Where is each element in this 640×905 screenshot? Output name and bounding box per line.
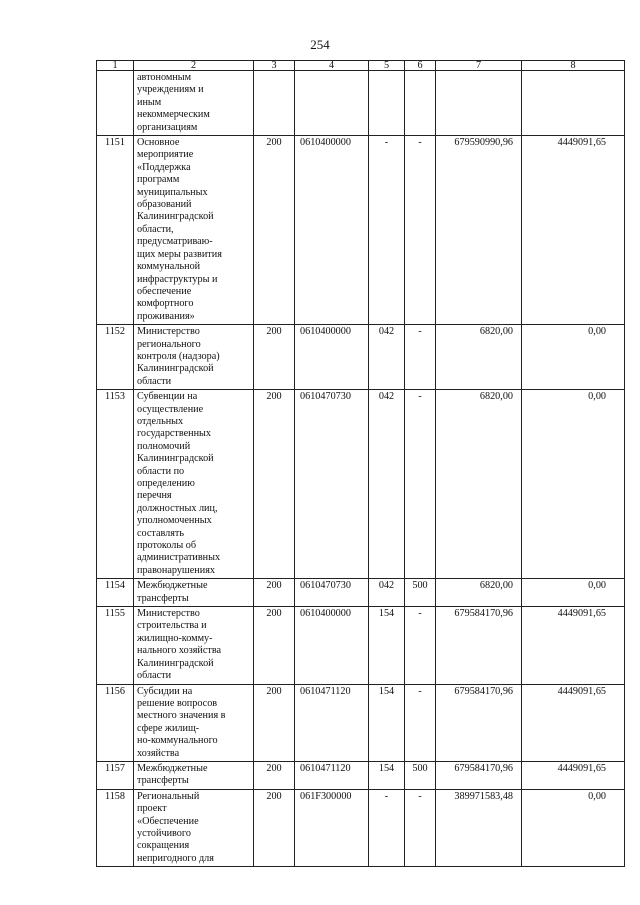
row-amount-8: 4449091,65	[522, 136, 625, 325]
row-col-6: 500	[405, 761, 436, 789]
row-name: Министерство строительства и жилищно-комму- нального хозяйства Калининградской области	[134, 607, 254, 684]
row-name: Субсидии на решение вопросов местного значения в сфере жилищ- но-коммунального хозяйства	[134, 684, 254, 761]
budget-table	[96, 60, 625, 867]
row-number: 1154	[97, 579, 134, 607]
row-name: Региональный проект «Обеспечение устойчивого сокращения непригодного для	[134, 789, 254, 866]
row-number: 1155	[97, 607, 134, 684]
row-number: 1153	[97, 390, 134, 579]
row-col-3: 200	[254, 390, 295, 579]
row-name: автономным учреждениям и иным некоммерческим организациям	[134, 71, 254, 136]
row-amount-7: 679584170,96	[436, 761, 522, 789]
row-amount-7: 679590990,96	[436, 136, 522, 325]
row-amount-7: 389971583,48	[436, 789, 522, 866]
header-col-1: 1	[97, 61, 134, 71]
row-number: 1151	[97, 136, 134, 325]
row-code: 0610470730	[295, 579, 369, 607]
row-number: 1156	[97, 684, 134, 761]
header-row	[97, 61, 625, 71]
row-code: 061F300000	[295, 789, 369, 866]
row-amount-8: 4449091,65	[522, 761, 625, 789]
row-col-5: -	[369, 136, 405, 325]
row-code: 0610471120	[295, 684, 369, 761]
row-col-5: 154	[369, 607, 405, 684]
row-col-6: -	[405, 325, 436, 390]
row-col-6: -	[405, 789, 436, 866]
row-amount-8: 0,00	[522, 789, 625, 866]
row-code: 0610400000	[295, 136, 369, 325]
header-col-5: 5	[369, 61, 405, 71]
row-col-6: 500	[405, 579, 436, 607]
row-col-3: 200	[254, 684, 295, 761]
row-col-5: 042	[369, 390, 405, 579]
row-code: 0610470730	[295, 390, 369, 579]
row-amount-8: 0,00	[522, 390, 625, 579]
row-amount-7: 679584170,96	[436, 607, 522, 684]
row-col-5: 154	[369, 761, 405, 789]
table-row	[97, 789, 625, 866]
row-col-5	[369, 71, 405, 136]
row-col-3: 200	[254, 761, 295, 789]
row-col-5: 154	[369, 684, 405, 761]
header-col-6: 6	[405, 61, 436, 71]
row-number	[97, 71, 134, 136]
row-name: Субвенции на осуществление отдельных государственных полномочий Калининградской области по определению перечня должностных лиц, уполномоченных составлять протоколы об административных правонарушениях	[134, 390, 254, 579]
row-col-3: 200	[254, 789, 295, 866]
row-name: Министерство регионального контроля (надзора) Калининградской области	[134, 325, 254, 390]
row-col-3: 200	[254, 325, 295, 390]
row-col-3: 200	[254, 136, 295, 325]
page-number: 254	[310, 37, 330, 52]
row-col-3	[254, 71, 295, 136]
table-row	[97, 71, 625, 136]
row-code: 0610471120	[295, 761, 369, 789]
row-col-6: -	[405, 607, 436, 684]
header-col-7: 7	[436, 61, 522, 71]
row-col-5: -	[369, 789, 405, 866]
row-code: 0610400000	[295, 325, 369, 390]
row-amount-7: 6820,00	[436, 390, 522, 579]
header-col-8: 8	[522, 61, 625, 71]
table-row	[97, 607, 625, 684]
row-col-6: -	[405, 390, 436, 579]
row-name: Межбюджетные трансферты	[134, 579, 254, 607]
row-amount-8: 0,00	[522, 325, 625, 390]
row-amount-8: 0,00	[522, 579, 625, 607]
row-amount-7: 679584170,96	[436, 684, 522, 761]
table-row	[97, 390, 625, 579]
row-amount-7: 6820,00	[436, 579, 522, 607]
row-col-6: -	[405, 136, 436, 325]
header-col-4: 4	[295, 61, 369, 71]
row-col-3: 200	[254, 607, 295, 684]
row-amount-8: 4449091,65	[522, 684, 625, 761]
row-number: 1158	[97, 789, 134, 866]
row-col-6	[405, 71, 436, 136]
row-number: 1157	[97, 761, 134, 789]
header-col-2: 2	[134, 61, 254, 71]
table-row	[97, 761, 625, 789]
row-col-5: 042	[369, 579, 405, 607]
table-row	[97, 325, 625, 390]
row-col-3: 200	[254, 579, 295, 607]
row-code: 0610400000	[295, 607, 369, 684]
table-row	[97, 684, 625, 761]
row-amount-7: 6820,00	[436, 325, 522, 390]
table-row	[97, 136, 625, 325]
table-row	[97, 579, 625, 607]
header-col-3: 3	[254, 61, 295, 71]
row-col-6: -	[405, 684, 436, 761]
row-name: Межбюджетные трансферты	[134, 761, 254, 789]
row-name: Основное мероприятие «Поддержка программ муниципальных образований Калининградской области, предусматриваю- щих меры развития коммунальной инфраструктуры и обеспечение комфортного проживания»	[134, 136, 254, 325]
row-amount-8: 4449091,65	[522, 607, 625, 684]
row-code	[295, 71, 369, 136]
row-amount-7	[436, 71, 522, 136]
row-amount-8	[522, 71, 625, 136]
row-number: 1152	[97, 325, 134, 390]
row-col-5: 042	[369, 325, 405, 390]
